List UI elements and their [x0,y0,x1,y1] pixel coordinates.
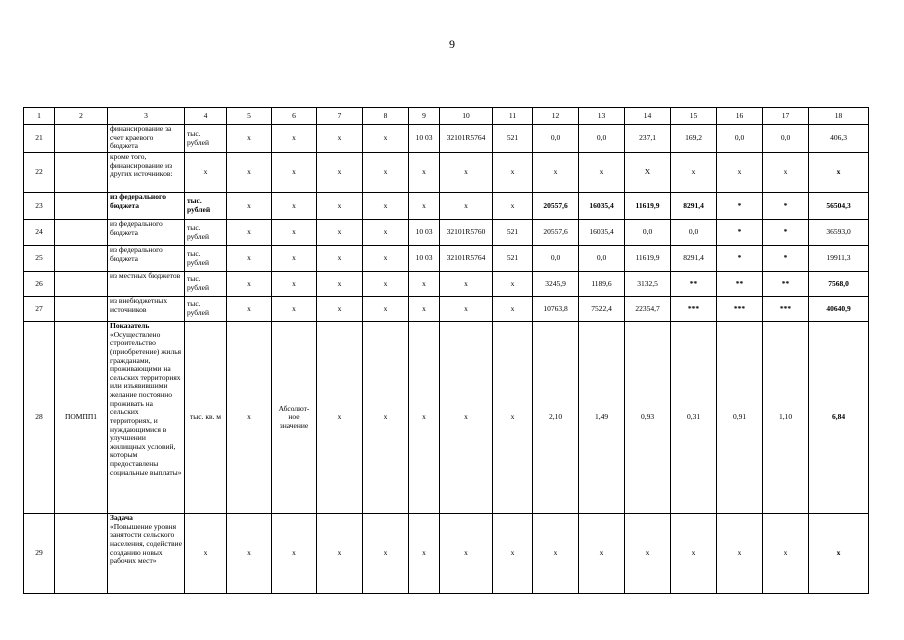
value-cell: *** [671,297,717,322]
value-cell: x [493,514,533,594]
value-cell: x [317,125,363,153]
value-cell: x [440,297,493,322]
value-cell: x [579,514,625,594]
value-cell: 40640,9 [809,297,869,322]
value-cell: x [625,514,671,594]
description-body: «Повышение уровня занятости сельского населения, содействие созданию новых рабочих мест» [110,521,182,566]
col-number-header: 2 [55,108,108,125]
value-cell: x [363,297,409,322]
col-number-header: 7 [317,108,363,125]
value-cell: 16035,4 [579,193,625,220]
value-cell: 0,91 [717,322,763,514]
value-cell: 10 03 [409,125,440,153]
value-cell: ** [671,272,717,297]
value-cell: 56504,3 [809,193,869,220]
description-cell: финансирование за счет краевого бюджета [108,125,185,153]
col-number-header: 5 [227,108,272,125]
value-cell: * [717,220,763,246]
unit-cell: тыс. рублей [185,220,227,246]
value-cell: 16035,4 [579,220,625,246]
value-cell: x [363,220,409,246]
value-cell: x [763,153,809,193]
col-number-header: 1 [24,108,55,125]
row-number-cell: 28 [24,322,55,514]
value-cell: 22354,7 [625,297,671,322]
description-cell [108,514,185,594]
value-cell [55,272,108,297]
value-cell: 521 [493,246,533,272]
col-number-header: 4 [185,108,227,125]
value-cell: x [363,322,409,514]
value-cell: x [272,297,317,322]
value-cell: x [809,514,869,594]
value-cell: x [533,153,579,193]
value-cell: x [317,220,363,246]
col-number-header: 9 [409,108,440,125]
value-cell: 11619,9 [625,193,671,220]
value-cell: ПОМПП1 [55,322,108,514]
value-cell: x [227,297,272,322]
row-number-cell: 27 [24,297,55,322]
value-cell: x [493,153,533,193]
value-cell: 1189,6 [579,272,625,297]
value-cell: x [227,272,272,297]
description-cell: из федерального бюджета [108,246,185,272]
value-cell: x [440,322,493,514]
value-cell: 20557,6 [533,220,579,246]
value-cell: Абсолют-ное значение [272,322,317,514]
table-row [24,153,869,193]
value-cell: x [227,193,272,220]
value-cell: 1,49 [579,322,625,514]
value-cell: 10 03 [409,246,440,272]
unit-cell: тыс. рублей [185,297,227,322]
value-cell: x [409,272,440,297]
unit-cell: тыс. рублей [185,272,227,297]
col-number-header: 11 [493,108,533,125]
value-cell [55,193,108,220]
value-cell: ** [763,272,809,297]
unit-cell: тыс. рублей [185,125,227,153]
value-cell: x [363,514,409,594]
table-row [24,514,869,594]
table-row [24,125,869,153]
value-cell: 10 03 [409,220,440,246]
row-number-cell: 26 [24,272,55,297]
header-row [24,108,869,125]
table-row [24,297,869,322]
value-cell: x [493,272,533,297]
value-cell: x [227,246,272,272]
value-cell: x [317,514,363,594]
value-cell: 3245,9 [533,272,579,297]
unit-cell: тыс. рублей [185,246,227,272]
value-cell: x [440,153,493,193]
value-cell: x [763,514,809,594]
value-cell [55,514,108,594]
value-cell: 0,0 [717,125,763,153]
value-cell: 0,0 [579,125,625,153]
value-cell: x [493,297,533,322]
value-cell: x [809,153,869,193]
value-cell: * [763,193,809,220]
value-cell: x [363,193,409,220]
value-cell: x [409,153,440,193]
description-cell: из местных бюджетов [108,272,185,297]
value-cell: 521 [493,220,533,246]
value-cell: x [227,153,272,193]
value-cell: 36593,0 [809,220,869,246]
value-cell [55,153,108,193]
value-cell [55,297,108,322]
value-cell: x [317,272,363,297]
table-row [24,220,869,246]
table-row [24,322,869,514]
value-cell: 2,10 [533,322,579,514]
unit-cell: x [185,514,227,594]
description-cell: из внебюджетных источников [108,297,185,322]
value-cell: x [317,297,363,322]
value-cell: 11619,9 [625,246,671,272]
value-cell: x [272,193,317,220]
value-cell: x [317,246,363,272]
unit-cell: x [185,153,227,193]
value-cell: 32101R5764 [440,246,493,272]
row-number-cell: 24 [24,220,55,246]
value-cell: 8291,4 [671,193,717,220]
table-row [24,193,869,220]
budget-table [23,107,869,594]
col-number-header: 12 [533,108,579,125]
value-cell: * [763,246,809,272]
value-cell: x [409,322,440,514]
value-cell: x [272,125,317,153]
value-cell: 1,10 [763,322,809,514]
value-cell: x [671,153,717,193]
col-number-header: 17 [763,108,809,125]
value-cell: 169,2 [671,125,717,153]
description-cell [108,322,185,514]
value-cell: x [272,220,317,246]
value-cell: x [227,322,272,514]
value-cell [55,220,108,246]
value-cell: 0,0 [625,220,671,246]
col-number-header: 10 [440,108,493,125]
description-title: Показатель [110,321,150,330]
value-cell: x [272,272,317,297]
unit-cell: тыс. кв. м [185,322,227,514]
value-cell: x [533,514,579,594]
value-cell: x [493,322,533,514]
value-cell: x [579,153,625,193]
value-cell: x [272,153,317,193]
value-cell: x [409,297,440,322]
value-cell: x [227,514,272,594]
value-cell: x [717,153,763,193]
value-cell: x [363,125,409,153]
value-cell: x [440,193,493,220]
value-cell: 8291,4 [671,246,717,272]
value-cell: 0,0 [533,246,579,272]
description-title: Задача [110,513,133,522]
value-cell: ** [717,272,763,297]
value-cell: x [363,272,409,297]
value-cell: * [763,220,809,246]
table-row [24,272,869,297]
value-cell: X [625,153,671,193]
value-cell: 0,93 [625,322,671,514]
page-number: 9 [449,37,455,51]
value-cell: 521 [493,125,533,153]
value-cell: x [317,322,363,514]
col-number-header: 16 [717,108,763,125]
value-cell: x [493,193,533,220]
value-cell: x [440,514,493,594]
description-cell: из федерального бюджета [108,193,185,220]
value-cell [55,125,108,153]
value-cell: x [227,125,272,153]
col-number-header: 3 [108,108,185,125]
value-cell: 10763,8 [533,297,579,322]
value-cell: x [440,272,493,297]
value-cell: 32101R5760 [440,220,493,246]
value-cell: 20557,6 [533,193,579,220]
col-number-header: 14 [625,108,671,125]
value-cell: x [317,193,363,220]
value-cell: x [409,514,440,594]
value-cell: 0,0 [763,125,809,153]
value-cell: *** [717,297,763,322]
value-cell: 6,84 [809,322,869,514]
row-number-cell: 22 [24,153,55,193]
value-cell: x [227,220,272,246]
value-cell: x [363,153,409,193]
value-cell: * [717,246,763,272]
col-number-header: 18 [809,108,869,125]
value-cell: x [409,193,440,220]
value-cell: x [717,514,763,594]
description-body: «Осуществлено строительство (приобретение) жилья гражданами, проживающими на сельских территориях или изъявившими желание постоянно проживать на сельских территориях, и нуждающимися в улучшении жилищных условий, которым предоставлены социальные выплаты» [110,329,182,477]
value-cell: 0,0 [533,125,579,153]
row-number-cell: 25 [24,246,55,272]
description-cell: из федерального бюджета [108,220,185,246]
value-cell: x [363,246,409,272]
value-cell: 32101R5764 [440,125,493,153]
table-row [24,246,869,272]
value-cell: x [317,153,363,193]
col-number-header: 6 [272,108,317,125]
col-number-header: 15 [671,108,717,125]
row-number-cell: 23 [24,193,55,220]
col-number-header: 13 [579,108,625,125]
unit-cell: тыс. рублей [185,193,227,220]
value-cell: 0,31 [671,322,717,514]
value-cell: 7522,4 [579,297,625,322]
value-cell [55,246,108,272]
col-number-header: 8 [363,108,409,125]
value-cell: 3132,5 [625,272,671,297]
value-cell: 0,0 [579,246,625,272]
row-number-cell: 29 [24,514,55,594]
value-cell: 0,0 [671,220,717,246]
value-cell: 237,1 [625,125,671,153]
value-cell: x [671,514,717,594]
value-cell: x [272,514,317,594]
value-cell: * [717,193,763,220]
value-cell: 7568,0 [809,272,869,297]
value-cell: *** [763,297,809,322]
value-cell: 19911,3 [809,246,869,272]
description-cell: кроме того, финансирование из других источников: [108,153,185,193]
row-number-cell: 21 [24,125,55,153]
value-cell: x [272,246,317,272]
value-cell: 406,3 [809,125,869,153]
